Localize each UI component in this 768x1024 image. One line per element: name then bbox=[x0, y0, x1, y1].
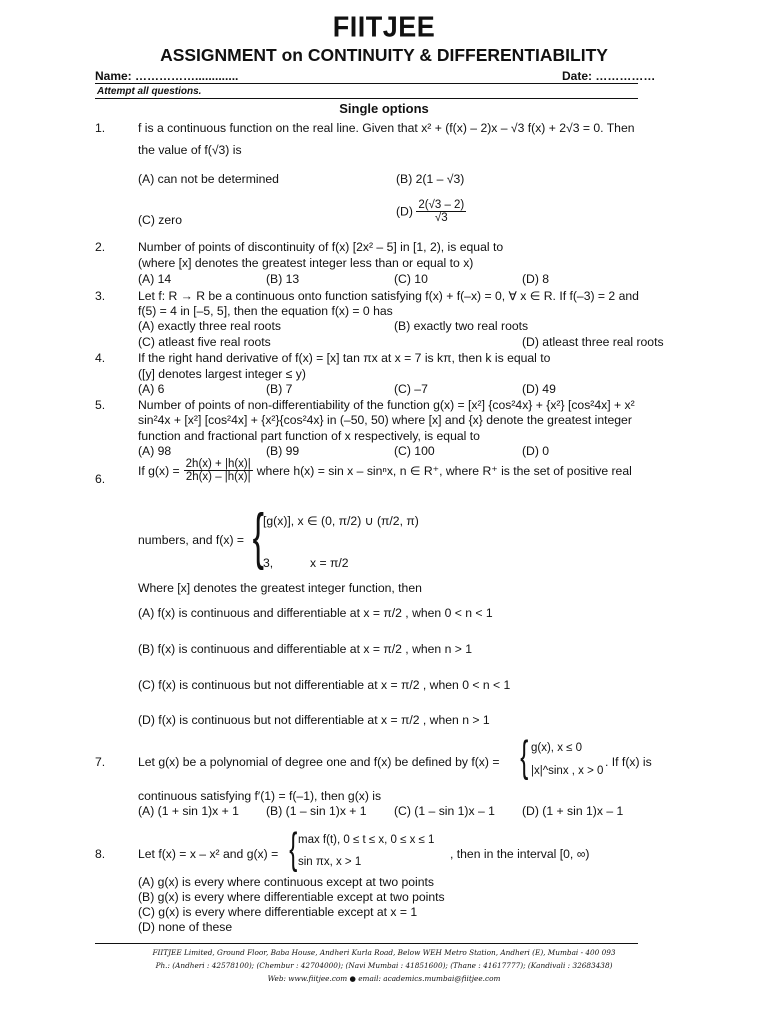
option-c: (C) 100 bbox=[394, 444, 435, 458]
option-b: (B) 13 bbox=[266, 272, 300, 286]
question-text: Where [x] denotes the greatest integer function, then bbox=[138, 581, 422, 595]
piecewise-case-2-value: 3, bbox=[263, 556, 274, 570]
piecewise-case-1: [g(x)], x ∈ (0, π/2) ∪ (π/2, π) bbox=[263, 514, 419, 528]
fraction-numerator: 2(√3 – 2) bbox=[418, 199, 465, 211]
question-text: ([y] denotes largest integer ≤ y) bbox=[138, 367, 306, 381]
footer-contact: Web: www.fiitjee.com ● email: academics.mumbai@fiitjee.com bbox=[267, 974, 501, 983]
question-text: the value of f(√3) is bbox=[138, 143, 242, 157]
option-a: (A) f(x) is continuous and differentiable at x = π/2 , when 0 < n < 1 bbox=[138, 606, 493, 620]
question-text: f is a continuous function on the real line. Given that x² + (f(x) – 2)x – √3 f(x) + 2√3 = 0. Then bbox=[138, 121, 635, 135]
question-text: Let g(x) be a polynomial of degree one and f(x) be defined by f(x) = bbox=[138, 755, 500, 769]
question-text: Number of points of non-differentiability of the function g(x) = [x²] {cos²4x} + {x²} [cos²4x] + x² bbox=[138, 398, 635, 412]
left-brace: { bbox=[289, 824, 298, 873]
header-divider bbox=[95, 83, 638, 84]
option-c: (C) –7 bbox=[394, 382, 428, 396]
piecewise-case-1: max f(t), 0 ≤ t ≤ x, 0 ≤ x ≤ 1 bbox=[298, 834, 435, 846]
option-b: (B) 99 bbox=[266, 444, 300, 458]
date-field-label: Date: …………… bbox=[562, 69, 656, 83]
option-d: (D) atleast three real roots bbox=[522, 335, 664, 349]
option-b: (B) exactly two real roots bbox=[394, 319, 529, 333]
question-text: , then in the interval [0, ∞) bbox=[450, 847, 590, 861]
fiitjee-logo: FIITJEE bbox=[332, 11, 436, 43]
option-c: (C) zero bbox=[138, 213, 183, 227]
option-d: (D) none of these bbox=[138, 920, 233, 934]
instruction-text: Attempt all questions. bbox=[97, 86, 202, 97]
option-d: (D) $\frac{2(√3 - 2)}{√3}$ bbox=[396, 199, 465, 225]
option-b: (B) (1 – sin 1)x + 1 bbox=[266, 804, 367, 818]
option-d: (D) f(x) is continuous but not differentiable at x = π/2 , when n > 1 bbox=[138, 713, 490, 727]
option-a: (A) exactly three real roots bbox=[138, 319, 281, 333]
piecewise-case-1: g(x), x ≤ 0 bbox=[531, 742, 583, 754]
option-b: (B) 7 bbox=[266, 382, 293, 396]
option-c: (C) 10 bbox=[394, 272, 428, 286]
piecewise-case-2: sin πx, x > 1 bbox=[298, 856, 362, 868]
question-text: Let f(x) = x – x² and g(x) = bbox=[138, 847, 279, 861]
question-text: function and fractional part function of x respectively, is equal to bbox=[138, 429, 480, 443]
question-number: 7. bbox=[95, 755, 106, 769]
question-number: 4. bbox=[95, 351, 106, 365]
question-text: sin²4x + [x²] [cos²4x] + {x²}{cos²4x} in (–50, 50) where [x] and {x} denote the greatest integer bbox=[138, 413, 632, 427]
option-d: (D) 49 bbox=[522, 382, 556, 396]
question-number: 2. bbox=[95, 240, 106, 254]
option-a: (A) 6 bbox=[138, 382, 165, 396]
fraction-numerator: 2h(x) + |h(x)| bbox=[185, 458, 251, 470]
option-d: (D) (1 + sin 1)x – 1 bbox=[522, 804, 624, 818]
option-a: (A) 98 bbox=[138, 444, 172, 458]
question-text: Let f: R → R be a continuous onto function satisfying f(x) + f(–x) = 0, ∀ x ∈ R. If f(–3) = 2 and bbox=[138, 289, 639, 303]
question-number: 6. bbox=[95, 472, 106, 486]
left-brace: { bbox=[252, 502, 265, 571]
question-text: (where [x] denotes the greatest integer less than or equal to x) bbox=[138, 256, 474, 270]
option-d: (D) 0 bbox=[522, 444, 550, 458]
name-field-label: Name: ……………............. bbox=[95, 69, 239, 83]
question-text: If g(x) = $\frac{2h(x) + |h(x)|}{2h(x) - |h(x)|}$ where h(x) = sin x – sinⁿx, n ∈ R⁺, where R⁺ is the set of positive real bbox=[138, 458, 632, 484]
option-b: (B) g(x) is every where differentiable except at two points bbox=[138, 890, 445, 904]
question-number: 3. bbox=[95, 289, 106, 303]
footer-phones: Ph.: (Andheri : 42578100); (Chembur : 42704000); (Navi Mumbai : 41851600); (Thane : 41617777); (Kandivali : 32683438) bbox=[155, 961, 613, 970]
fraction-denominator: 2h(x) – |h(x)| bbox=[185, 471, 251, 484]
option-a: (A) 14 bbox=[138, 272, 172, 286]
question-number: 1. bbox=[95, 121, 106, 135]
question-text: If the right hand derivative of f(x) = [x] tan πx at x = 7 is kπ, then k is equal to bbox=[138, 351, 551, 365]
instruction-divider bbox=[95, 98, 638, 99]
section-heading: Single options bbox=[339, 101, 429, 116]
option-d: (D) 8 bbox=[522, 272, 550, 286]
option-a: (A) g(x) is every where continuous except at two points bbox=[138, 875, 435, 889]
question-number: 5. bbox=[95, 398, 106, 412]
page-title: ASSIGNMENT on CONTINUITY & DIFFERENTIABILITY bbox=[160, 45, 608, 65]
question-text: f(5) = 4 in [–5, 5], then the equation f(x) = 0 has bbox=[138, 304, 393, 318]
left-brace: { bbox=[520, 732, 529, 781]
option-a: (A) can not be determined bbox=[138, 172, 279, 186]
question-text: continuous satisfying f′(1) = f(–1), then g(x) is bbox=[138, 789, 382, 803]
question-text: numbers, and f(x) = bbox=[138, 533, 245, 547]
option-b: (B) 2(1 – √3) bbox=[396, 172, 465, 186]
option-c: (C) atleast five real roots bbox=[138, 335, 271, 349]
piecewise-case-2-condition: x = π/2 bbox=[310, 556, 349, 570]
piecewise-case-2: |x|^sinx , x > 0 bbox=[531, 765, 604, 777]
fraction-denominator: √3 bbox=[434, 212, 448, 225]
question-text: . If f(x) is bbox=[605, 755, 652, 769]
option-a: (A) (1 + sin 1)x + 1 bbox=[138, 804, 239, 818]
option-c: (C) g(x) is every where differentiable except at x = 1 bbox=[138, 905, 418, 919]
option-c: (C) (1 – sin 1)x – 1 bbox=[394, 804, 495, 818]
footer-address: FIITJEE Limited, Ground Floor, Baba House, Andheri Kurla Road, Below WEH Metro Station, Andheri (E), Mumbai - 400 093 bbox=[152, 948, 616, 957]
footer-divider bbox=[95, 943, 638, 944]
question-number: 8. bbox=[95, 847, 106, 861]
option-c: (C) f(x) is continuous but not differentiable at x = π/2 , when 0 < n < 1 bbox=[138, 678, 511, 692]
question-text: Number of points of discontinuity of f(x) [2x² – 5] in [1, 2), is equal to bbox=[138, 240, 504, 254]
option-b: (B) f(x) is continuous and differentiable at x = π/2 , when n > 1 bbox=[138, 642, 473, 656]
